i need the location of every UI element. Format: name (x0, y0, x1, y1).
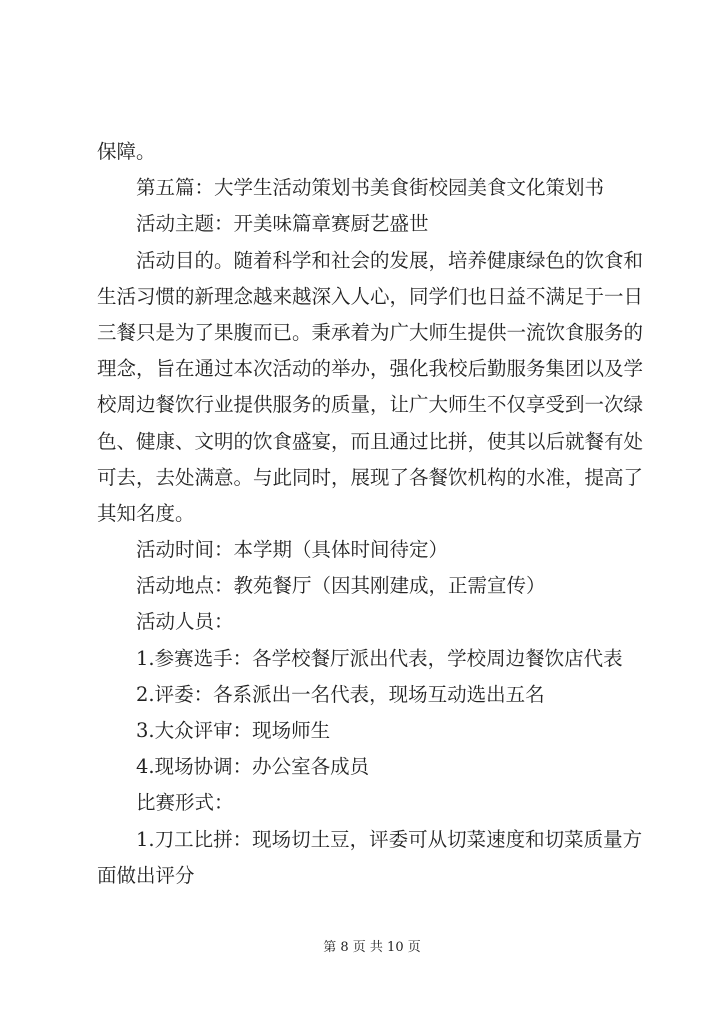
text-line: 其知名度。 (97, 501, 195, 525)
text-line: 三餐只是为了果腹而已。秉承着为广大师生提供一流饮食服务的 (97, 320, 644, 344)
text-line: 色、健康、文明的饮食盛宴，而且通过比拼，使其以后就餐有处 (97, 429, 644, 453)
text-line: 可去，去处满意。与此同时，展现了各餐饮机构的水准，提高了 (97, 465, 644, 489)
page-footer: 第 8 页 共 10 页 (323, 940, 421, 955)
text-line: 保障。 (97, 140, 156, 163)
text-line: 活动人员： (136, 610, 234, 634)
text-line: 生活习惯的新理念越来越深入人心，同学们也日益不满足于一日 (97, 284, 644, 308)
text-line: 校周边餐饮行业提供服务的质量，让广大师生不仅享受到一次绿 (97, 393, 644, 417)
text-line: 活动地点：教苑餐厅（因其刚建成，正需宣传） (136, 574, 546, 598)
text-line: 比赛形式： (136, 791, 234, 815)
text-line: 1.参赛选手：各学校餐厅派出代表，学校周边餐饮店代表 (136, 646, 623, 670)
text-line: 活动目的。随着科学和社会的发展，培养健康绿色的饮食和 (136, 248, 644, 272)
text-line: 2.评委：各系派出一名代表，现场互动选出五名 (136, 682, 545, 706)
text-line: 4.现场协调：办公室各成员 (136, 755, 370, 779)
text-line: 活动时间：本学期（具体时间待定） (136, 538, 449, 562)
text-line: 活动主题：开美味篇章赛厨艺盛世 (136, 212, 429, 236)
document-body (97, 134, 657, 894)
text-line: 1.刀工比拼：现场切土豆，评委可从切菜速度和切菜质量方 (136, 827, 643, 851)
text-line: 第五篇：大学生活动策划书美食街校园美食文化策划书 (136, 176, 605, 200)
text-line: 3.大众评审：现场师生 (136, 719, 331, 742)
text-line: 理念，旨在通过本次活动的举办，强化我校后勤服务集团以及学 (97, 357, 644, 381)
text-line: 面做出评分 (97, 863, 195, 887)
